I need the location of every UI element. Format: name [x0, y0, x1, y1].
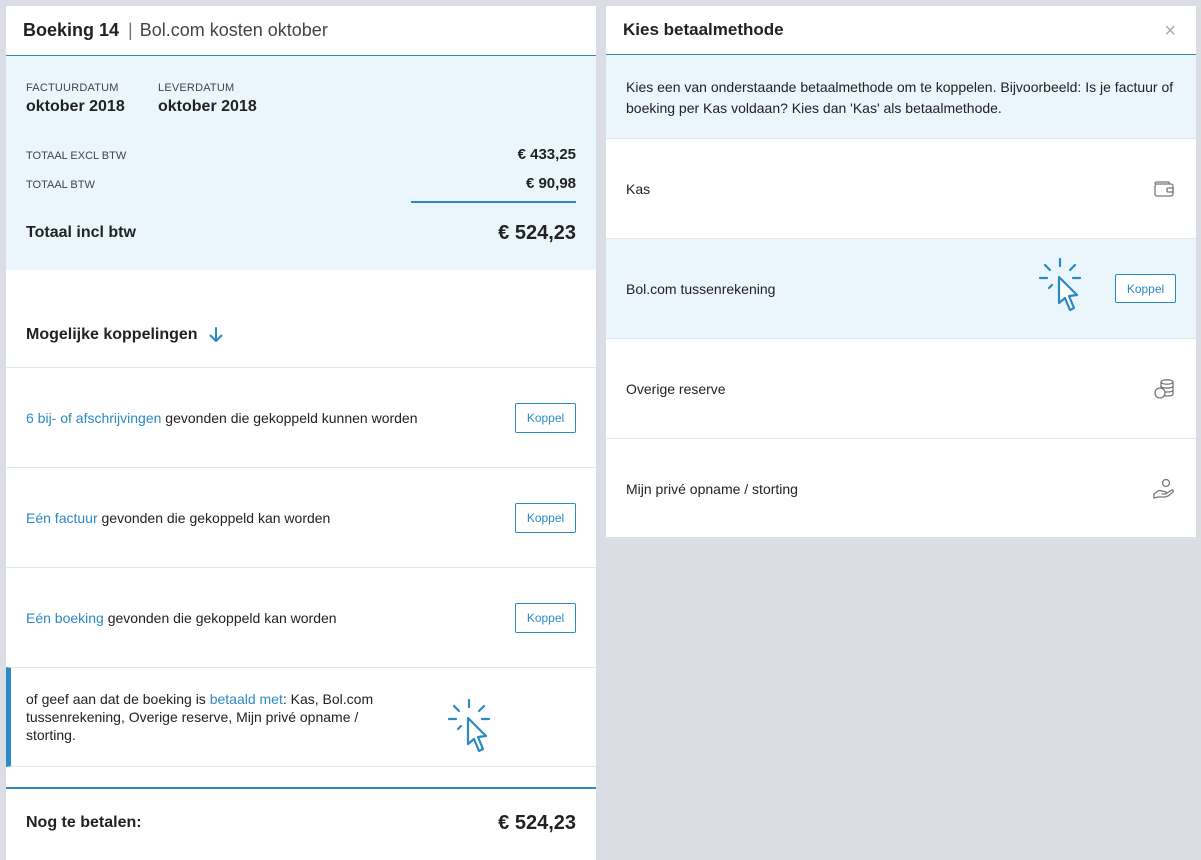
booking-panel: [6, 6, 596, 860]
factuurdatum-value: oktober 2018: [26, 98, 125, 115]
dialog-intro: Kies een van onderstaande betaalmethode om te koppelen. Bijvoorbeeld: Is je factuur of boeking per Kas voldaan? Kies dan 'Kas' als betaalmethode.: [606, 55, 1196, 139]
leverdatum-value: oktober 2018: [158, 98, 257, 115]
paid-with-row: [6, 667, 596, 767]
match-row-text: [26, 409, 426, 427]
method-label: Overige reserve: [626, 380, 726, 397]
booking-link[interactable]: Eén boeking: [26, 609, 104, 626]
remaining-label: Nog te betalen:: [26, 814, 142, 831]
paid-with-link[interactable]: betaald met: [209, 691, 283, 707]
paid-with-prefix: of geef aan dat de boeking is: [26, 691, 210, 707]
total-divider: [411, 201, 576, 203]
koppel-invoice-button[interactable]: Koppel: [515, 503, 576, 533]
method-overige-reserve[interactable]: [606, 339, 1196, 439]
match-row-text: [26, 609, 426, 627]
leverdatum-label: LEVERDATUM: [158, 82, 235, 94]
close-icon[interactable]: ×: [1164, 20, 1176, 42]
method-label: Bol.com tussenrekening: [626, 280, 776, 297]
method-bolcom-tussenrekening[interactable]: [606, 239, 1196, 339]
coins-icon: [1152, 377, 1176, 401]
title-separator: |: [128, 20, 133, 40]
method-label: Kas: [626, 180, 651, 197]
total-btw-value: € 90,98: [525, 175, 576, 192]
booking-subtitle: Bol.com kosten oktober: [139, 20, 328, 40]
koppel-transactions-button[interactable]: Koppel: [515, 403, 576, 433]
dialog-title: Kies betaalmethode: [623, 20, 784, 39]
total-incl-value: € 524,23: [498, 222, 576, 244]
total-excl-value: € 433,25: [517, 146, 576, 163]
remaining-value: € 524,23: [498, 812, 576, 834]
booking-header: [6, 6, 596, 56]
match-row-description: gevonden die gekoppeld kan worden: [97, 509, 331, 526]
method-label: Mijn privé opname / storting: [626, 480, 798, 497]
match-row-invoice: [6, 467, 596, 567]
koppelingen-heading: [26, 326, 224, 344]
booking-summary: [6, 56, 596, 270]
paid-with-suffix: : Kas, Bol.com tussenrekening, Overige reserve, Mijn privé opname / storting.: [26, 691, 374, 743]
wallet-icon: [1152, 177, 1176, 201]
booking-title: Boeking 14: [23, 20, 120, 40]
koppel-bolcom-button[interactable]: Koppel: [1115, 274, 1176, 303]
click-cursor-icon: [445, 698, 501, 764]
arrow-down-icon: [208, 327, 224, 343]
total-btw-label: TOTAAL BTW: [26, 179, 95, 191]
transactions-link[interactable]: 6 bij- of afschrijvingen: [26, 409, 162, 426]
koppelingen-heading-text: Mogelijke koppelingen: [26, 326, 198, 343]
factuurdatum-label: FACTUURDATUM: [26, 82, 119, 94]
match-row-description: gevonden die gekoppeld kunnen worden: [161, 409, 418, 426]
match-row-text: [26, 509, 426, 527]
method-prive-opname[interactable]: [606, 439, 1196, 539]
total-incl-label: Totaal incl btw: [26, 224, 136, 241]
hand-money-icon: [1152, 477, 1176, 501]
total-excl-label: TOTAAL EXCL BTW: [26, 150, 127, 162]
paid-with-text: [26, 690, 396, 744]
method-kas[interactable]: [606, 139, 1196, 239]
koppel-booking-button[interactable]: Koppel: [515, 603, 576, 633]
match-row-description: gevonden die gekoppeld kan worden: [103, 609, 337, 626]
payment-method-dialog: [606, 6, 1196, 537]
click-cursor-icon: [1036, 257, 1092, 323]
dialog-header: [606, 6, 1196, 55]
remaining-footer: [6, 787, 596, 860]
invoice-link[interactable]: Eén factuur: [26, 509, 98, 526]
match-row-transactions: [6, 367, 596, 467]
match-row-booking: [6, 567, 596, 667]
